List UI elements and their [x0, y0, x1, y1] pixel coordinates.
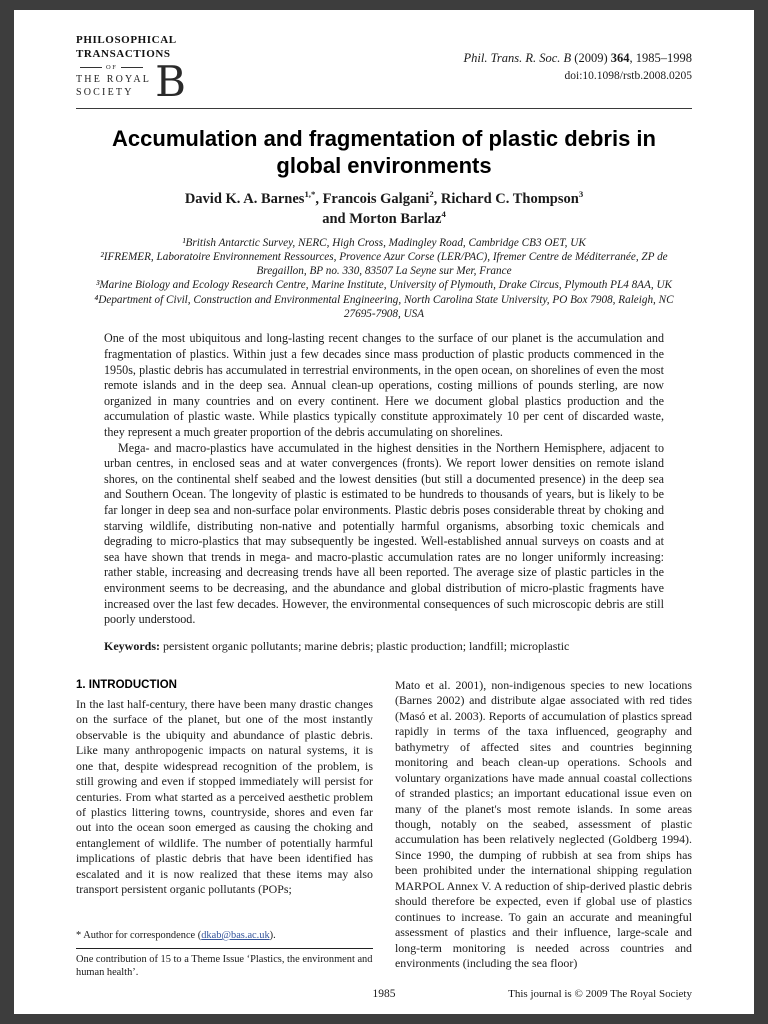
- affiliation-4: ⁴Department of Civil, Construction and Environmental Engineering, North Carolina State University, PO Box 7908, Raleigh, NC 27695-7908, USA: [94, 293, 674, 321]
- author-4-affil-mark: 4: [441, 209, 446, 220]
- correspondence-email-link[interactable]: dkab@bas.ac.uk: [201, 929, 270, 941]
- authors: [76, 190, 692, 229]
- logo-of-rule: [76, 64, 151, 71]
- logo-bottom: [76, 56, 186, 106]
- article-body: [76, 678, 692, 980]
- doi: doi:10.1098/rstb.2008.0205: [564, 69, 692, 82]
- logo-letter-b-icon: B: [155, 56, 186, 106]
- and-word: and: [322, 210, 350, 227]
- author-separator: ,: [433, 191, 441, 208]
- author-3: Richard C. Thompson: [440, 191, 579, 208]
- affiliation-1: ¹British Antarctic Survey, NERC, High Cross, Madingley Road, Cambridge CB3 OET, UK: [182, 236, 586, 249]
- abstract: [104, 331, 664, 627]
- author-2-affil-mark: 2: [429, 189, 434, 200]
- author-3-affil-mark: 3: [578, 189, 584, 200]
- citation-block: [464, 49, 692, 85]
- logo-dash-right: [121, 67, 143, 68]
- logo-the-royal: THE ROYAL: [76, 73, 152, 85]
- page-footer: [76, 988, 692, 1004]
- keywords-text: persistent organic pollutants; marine debris; plastic production; landfill; microplastic: [160, 638, 570, 653]
- correspondence-footnote: [76, 929, 373, 943]
- document-page: [14, 10, 754, 1014]
- author-separator: ,: [315, 191, 323, 208]
- column-left: [76, 678, 373, 980]
- abstract-paragraph-2: Mega- and macro-plastics have accumulated in the highest densities in the Northern Hemisphere, adjacent to urban centres, in enclosed seas and at water convergences (fronts). We report lower densities on remote island shores, on the continental shelf seabed and the lowest densities (but still a documented presence) in the deep sea and Southern Ocean. The longevity of plastic is estimated to be hundreds to thousands of years, but is likely to be far longer in deep sea and non-surface polar environments. Plastic debris poses considerable threat by choking and starving wildlife, distributing non-native and potentially harmful organisms, absorbing toxic chemicals and degrading to micro-plastics that may subsequently be ingested. Well-established annual surveys on coasts and at sea have shown that trends in mega- and macro-plastic accumulation rates are no longer uniformly increasing: rather stable, increasing and decreasing trends have all been reported. The average size of plastic particles in the environment seems to be decreasing, and the abundance and global distribution of micro-plastic fragments have increased over the last few decades. However, the environmental consequences of such microscopic debris are still poorly understood.: [104, 440, 664, 627]
- citation-pages: , 1985–1998: [629, 50, 692, 65]
- logo-transactions: TRANSACTIONS: [76, 47, 171, 60]
- keywords-label: Keywords:: [104, 638, 160, 653]
- author-1-affil-mark: 1,*: [304, 189, 316, 200]
- column-right: [395, 678, 692, 980]
- affiliation-3: ³Marine Biology and Ecology Research Centre, Marine Institute, University of Plymouth, Drake Circus, Plymouth PL4 8AA, UK: [96, 279, 672, 292]
- correspondence-prefix: * Author for correspondence (: [76, 929, 202, 941]
- authors-line-1: [76, 190, 692, 210]
- section-heading-introduction: 1. INTRODUCTION: [76, 678, 177, 691]
- copyright-note: This journal is © 2009 The Royal Society: [508, 988, 692, 1000]
- logo-society: SOCIETY: [76, 87, 134, 98]
- logo-dash-left: [80, 67, 102, 68]
- page-number: 1985: [372, 988, 396, 1000]
- affiliations: [82, 236, 687, 322]
- citation-volume: 364: [610, 50, 630, 65]
- contribution-footnote: One contribution of 15 to a Theme Issue ‘Plastics, the environment and human health’.: [76, 948, 373, 980]
- authors-line-2: [76, 210, 692, 230]
- keywords: [104, 639, 664, 654]
- citation-line: [464, 49, 692, 68]
- footnotes: [76, 929, 373, 980]
- author-1: David K. A. Barnes: [184, 191, 305, 208]
- correspondence-suffix: ).: [269, 929, 276, 941]
- citation-year: (2009): [571, 50, 611, 65]
- article-title: Accumulation and fragmentation of plastic debris in global environments: [112, 125, 656, 179]
- citation-journal-name: Phil. Trans. R. Soc. B: [463, 50, 572, 65]
- logo-of-text: OF: [106, 63, 118, 71]
- abstract-paragraph-1: One of the most ubiquitous and long-lasting recent changes to the surface of our planet is the accumulation and fragmentation of plastics. Within just a few decades since mass production of plastic products commenced in the 1950s, plastic debris has accumulated in terrestrial environments, in the open ocean, on shorelines of even the most remote islands and in the deep sea. Annual clean-up operations, costing millions of pounds sterling, are now organized in many countries and on every continent. Here we document global plastics production and the accumulation of plastic waste. While plastics typically constitute approximately 10 per cent of discarded waste, they represent a much greater proportion of the debris accumulating on shorelines.: [104, 331, 664, 440]
- logo-society-block: [76, 62, 151, 100]
- logo-philosophical: PHILOSOPHICAL: [76, 34, 177, 46]
- intro-paragraph-right: Mato et al. 2001), non-indigenous species to new locations (Barnes 2002) and distribute algae associated with red tides (Masó et al. 2003). Reports of accumulation of plastics spread rapidly in terms of the taxa influenced, geography and bathymetry of affected sites and countries beginning monitoring and beach clean-up operations. Schools and voluntary organizations have made annual coastal collections of stranded plastics; an important educational issue even on many of the planet's most remote islands. In some areas though, notably on the seabed, assessment of plastic accumulation has been relatively neglected (Goldberg 1994). Since 1990, the dumping of rubbish at sea from ships has been prohibited under the international shipping regulation MARPOL Annex V. A reduction of ship-derived plastic debris should therefore be expected, even if global use of plastics continues to increase. To gain an accurate and meaningful assessment of plastics and their influence, large-scale and long-term monitoring is needed across countries and environments (including the sea floor): [395, 677, 692, 971]
- affiliation-2: ²IFREMER, Laboratoire Environnement Ressources, Provence Azur Corse (LER/PAC), Ifremer Centre de Méditerranée, ZP de Bregaillon, BP no. 330, 83507 La Seyne sur Mer, France: [100, 250, 668, 278]
- author-2: Francois Galgani: [322, 191, 430, 208]
- masthead: [76, 34, 692, 109]
- intro-paragraph-left: In the last half-century, there have been many drastic changes on the surface of the planet, but one of the most instantly observable is the ubiquity and abundance of plastic debris. Like many anthropogenic impacts on natural systems, it is one that, despite widespread recognition of the problem, is still growing and even if stopped immediately will persist for centuries. From what started as a perceived aesthetic problem of plastics littering towns, countryside, shores and even far out into the ocean soon emerged as causing the choking and entanglement of wildlife. The number of potentially harmful implications of plastic debris that have been identified has escalated and it is now realized that these items may also transport persistent organic pollutants (POPs;: [76, 696, 373, 897]
- journal-logo: [76, 34, 186, 106]
- author-4: Morton Barlaz: [349, 210, 442, 227]
